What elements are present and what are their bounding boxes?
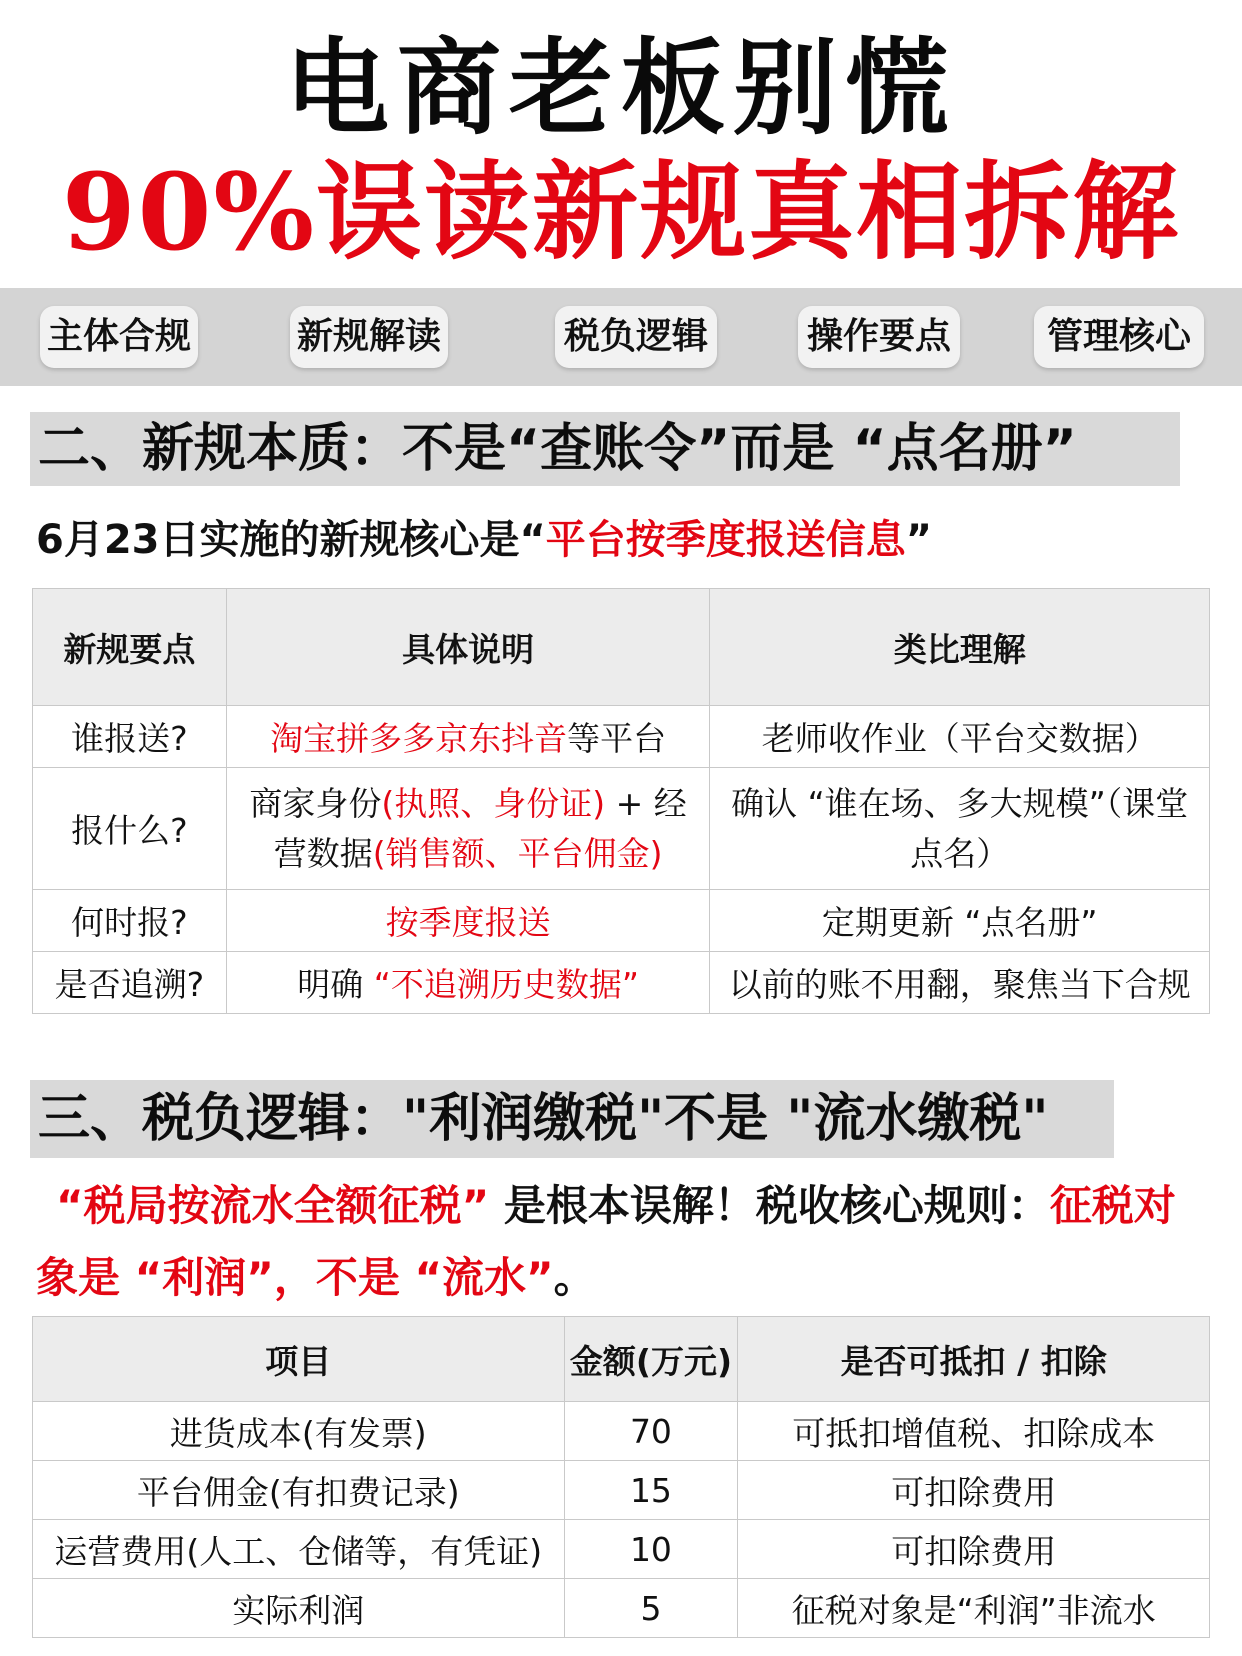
analogy-cell: 定期更新 “点名册” xyxy=(710,890,1210,952)
table-row xyxy=(33,890,1210,952)
rules-table xyxy=(32,588,1210,1014)
amount-cell: 70 xyxy=(564,1402,738,1461)
main-subtitle: 90%误读新规真相拆解 xyxy=(61,149,1181,274)
item-cell: 实际利润 xyxy=(33,1579,565,1638)
para-text: 是根本误解！税收核心规则： xyxy=(503,1181,1050,1230)
profit-table xyxy=(32,1316,1210,1638)
item-cell: 运营费用(人工、仓储等，有凭证) xyxy=(33,1520,565,1579)
detail-text: 商家身份 xyxy=(249,783,382,823)
point-cell: 是否追溯? xyxy=(33,952,227,1014)
analogy-cell: 确认 “谁在场、多大规模”（课堂点名） xyxy=(710,768,1210,890)
main-title: 电商老板别慌 xyxy=(284,27,957,149)
tag-operation[interactable]: 操作要点 xyxy=(798,306,960,368)
analogy-cell: 老师收作业（平台交数据） xyxy=(710,706,1210,768)
deduct-cell: 可扣除费用 xyxy=(738,1520,1210,1579)
lead-highlight: 平台按季度报送信息 xyxy=(545,517,906,563)
lead-suffix: ” xyxy=(905,517,933,563)
point-cell: 何时报? xyxy=(33,890,227,952)
detail-red-text: 淘宝拼多多京东抖音 xyxy=(270,719,568,758)
detail-text: 明确 xyxy=(297,965,374,1004)
table-row xyxy=(33,1520,1210,1579)
column-header: 金额(万元) xyxy=(564,1317,738,1402)
lead-prefix: 6月23日实施的新规核心是“ xyxy=(36,517,546,563)
point-cell: 报什么? xyxy=(33,768,227,890)
detail-cell xyxy=(226,706,710,768)
tag-tax-logic[interactable]: 税负逻辑 xyxy=(555,306,717,368)
amount-cell: 10 xyxy=(564,1520,738,1579)
table-row xyxy=(33,1461,1210,1520)
misread-text: 税局按流水全额征税 xyxy=(83,1181,462,1230)
section3-paragraph xyxy=(36,1170,1216,1314)
detail-text: 等平台 xyxy=(567,719,667,758)
table-row xyxy=(33,706,1210,768)
column-header: 项目 xyxy=(33,1317,565,1402)
rule-text: 征税对象是 “利润”，不是 “流水” xyxy=(36,1181,1176,1302)
detail-red-text: “不追溯历史数据” xyxy=(373,965,639,1004)
column-header: 新规要点 xyxy=(33,589,227,706)
para-end: 。 xyxy=(553,1253,596,1302)
quote-open: “ xyxy=(56,1181,84,1230)
tag-rule-reading[interactable]: 新规解读 xyxy=(290,306,448,368)
analogy-cell: 以前的账不用翻，聚焦当下合规 xyxy=(710,952,1210,1014)
section2-lead xyxy=(36,510,932,570)
tag-management[interactable]: 管理核心 xyxy=(1034,306,1204,368)
tag-bar xyxy=(0,288,1242,386)
amount-cell: 5 xyxy=(564,1579,738,1638)
detail-red-text: 按季度报送 xyxy=(385,903,551,942)
amount-cell: 15 xyxy=(564,1461,738,1520)
table-header-row xyxy=(33,1317,1210,1402)
detail-cell xyxy=(226,890,710,952)
table-row xyxy=(33,1579,1210,1638)
detail-red-text: (销售额、平台佣金) xyxy=(372,833,663,873)
tag-compliance[interactable]: 主体合规 xyxy=(40,306,198,368)
deduct-cell: 征税对象是“利润”非流水 xyxy=(738,1579,1210,1638)
column-header: 具体说明 xyxy=(226,589,710,706)
table-header-row xyxy=(33,589,1210,706)
column-header: 是否可抵扣 / 扣除 xyxy=(738,1317,1210,1402)
deduct-cell: 可扣除费用 xyxy=(738,1461,1210,1520)
column-header: 类比理解 xyxy=(710,589,1210,706)
item-cell: 平台佣金(有扣费记录) xyxy=(33,1461,565,1520)
table-row xyxy=(33,952,1210,1014)
item-cell: 进货成本(有发票) xyxy=(33,1402,565,1461)
detail-red-text: (执照、身份证) xyxy=(381,783,606,823)
deduct-cell: 可抵扣增值税、扣除成本 xyxy=(738,1402,1210,1461)
table-row xyxy=(33,1402,1210,1461)
quote-close: ” xyxy=(461,1181,504,1230)
section3-heading: 三、税负逻辑："利润缴税"不是 "流水缴税" xyxy=(30,1080,1114,1158)
detail-text: + 经营数据 xyxy=(273,783,687,873)
section2-heading: 二、新规本质：不是“查账令”而是 “点名册” xyxy=(30,412,1180,486)
detail-cell xyxy=(226,952,710,1014)
table-row xyxy=(33,768,1210,890)
detail-cell xyxy=(226,768,710,890)
point-cell: 谁报送? xyxy=(33,706,227,768)
